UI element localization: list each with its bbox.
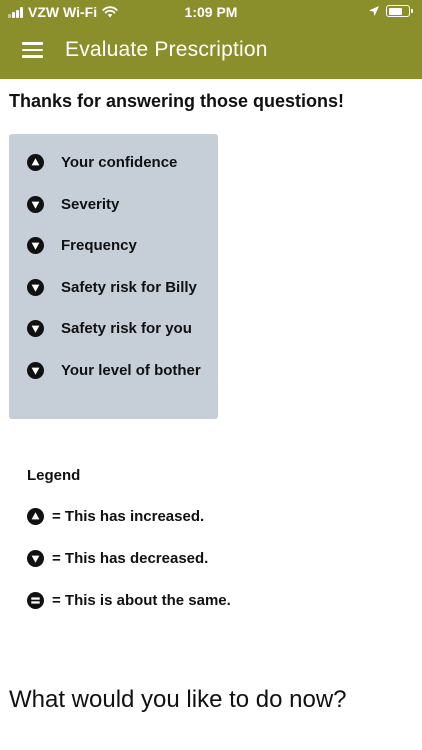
change-row-bother	[27, 362, 201, 379]
change-row-confidence	[27, 154, 177, 171]
carrier-label: VZW Wi-Fi	[28, 4, 98, 20]
change-row-safety-billy	[27, 279, 197, 296]
triangle-down-circle-icon	[27, 196, 44, 213]
change-label: Safety risk for Billy	[61, 279, 197, 296]
equals-circle-icon	[27, 592, 44, 609]
legend-title: Legend	[27, 467, 81, 484]
app-bar	[0, 24, 422, 79]
change-label: Safety risk for you	[61, 320, 192, 337]
status-bar	[0, 0, 422, 24]
legend-label: = This has increased.	[52, 508, 205, 525]
legend-item-increased	[27, 508, 204, 525]
legend-label: = This has decreased.	[52, 550, 209, 567]
change-label: Your confidence	[61, 154, 178, 171]
next-step-question: What would you like to do now?	[9, 686, 347, 713]
triangle-down-circle-icon	[27, 279, 44, 296]
triangle-down-circle-icon	[27, 237, 44, 254]
change-row-severity	[27, 196, 119, 213]
location-arrow-icon	[368, 5, 380, 17]
change-row-safety-you	[27, 320, 192, 337]
status-right	[368, 5, 410, 17]
page-title: Evaluate Prescription	[65, 38, 268, 61]
triangle-up-circle-icon	[27, 508, 44, 525]
triangle-down-circle-icon	[27, 320, 44, 337]
triangle-up-circle-icon	[27, 154, 44, 171]
change-label: Severity	[61, 196, 120, 213]
changes-panel	[9, 134, 218, 419]
change-row-frequency	[27, 237, 137, 254]
triangle-down-circle-icon	[27, 362, 44, 379]
legend-item-decreased	[27, 550, 208, 567]
status-time: 1:09 PM	[184, 4, 238, 20]
hamburger-menu-icon[interactable]	[22, 42, 43, 58]
battery-level	[389, 8, 403, 15]
thanks-heading: Thanks for answering those questions!	[9, 91, 345, 111]
change-label: Frequency	[61, 237, 137, 254]
battery-icon	[386, 5, 410, 17]
legend-item-same	[27, 592, 231, 609]
change-label: Your level of bother	[61, 362, 201, 379]
legend-label: = This is about the same.	[52, 592, 231, 609]
triangle-down-circle-icon	[27, 550, 44, 567]
